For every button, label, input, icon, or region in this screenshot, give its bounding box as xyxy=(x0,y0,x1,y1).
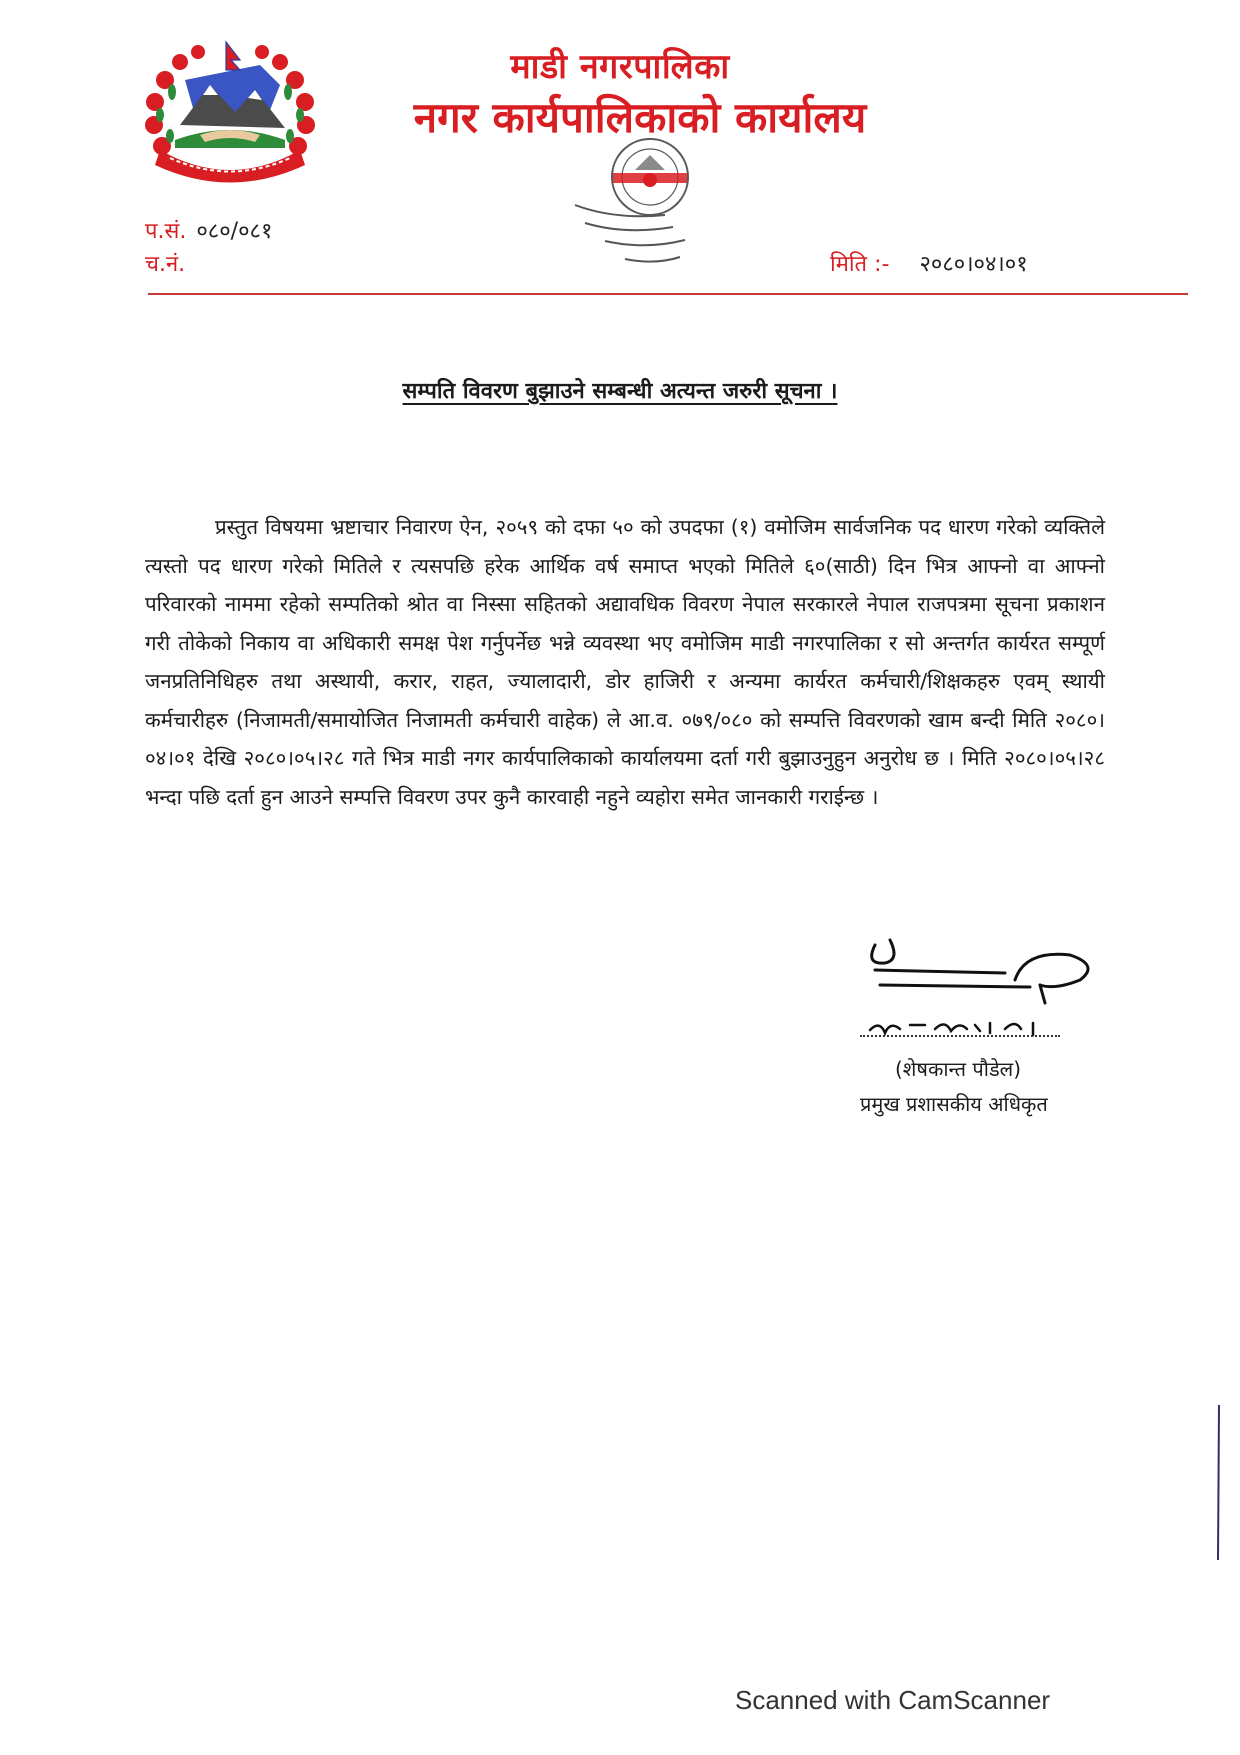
camscanner-watermark: Scanned with CamScanner xyxy=(735,1685,1051,1715)
reference-number-value: ०८०/०८१ xyxy=(196,219,273,244)
office-title: नगर कार्यपालिकाको कार्यालय xyxy=(413,93,867,142)
scan-edge-artifact xyxy=(1215,1405,1223,1560)
reference-number xyxy=(145,215,272,245)
office-name: माडी नगरपालिका xyxy=(510,47,730,87)
letter-date-value: २०८०।०४।०१ xyxy=(919,252,1028,277)
nepal-emblem-logo xyxy=(140,40,320,185)
signer-designation: प्रमुख प्रशासकीय अधिकृत xyxy=(860,1092,1048,1116)
reference-number-label: प.सं. xyxy=(145,219,187,244)
letter-date xyxy=(830,248,1028,278)
signature-dotted-line xyxy=(860,1025,1060,1037)
letter-date-label: मिति :- xyxy=(830,252,890,277)
dispatch-number-label: च.नं. xyxy=(145,252,186,277)
notice-body: प्रस्तुत विषयमा भ्रष्टाचार निवारण ऐन, २०५९ को दफा ५० को उपदफा (१) वमोजिम सार्वजनिक पद धारण गरेको व्यक्तिले त्यस्तो पद धारण गरेको मितिले र त्यसपछि हरेक आर्थिक वर्ष समाप्त भएको मितिले ६०(साठी) दिन भित्र आफ्नो वा आफ्नो परिवारको नाममा रहेको सम्पतिको श्रोत वा निस्सा सहितको अद्यावधिक विवरण नेपाल सरकारले नेपाल राजपत्रमा सूचना प्रकाशन गरी तोकेको निकाय वा अधिकारी समक्ष पेश गर्नुपर्नेछ भन्ने व्यवस्था भए वमोजिम माडी नगरपालिका र सो अन्तर्गत कार्यरत सम्पूर्ण जनप्रतिनिधिहरु तथा अस्थायी, करार, राहत, ज्यालादारी, डोर हाजिरी र अन्यमा कार्यरत कर्मचारी/शिक्षकहरु एवम् स्थायी कर्मचारीहरु (निजामती/समायोजित निजामती कर्मचारी वाहेक) ले आ.व. ०७९/०८० को सम्पत्ति विवरणको खाम बन्दी मिति २०८०।०४।०१ देखि २०८०।०५।२८ गते भित्र माडी नगर कार्यपालिकाको कार्यालयमा दर्ता गरी बुझाउनुहुन अनुरोध छ । मिति २०८०।०५।२८ भन्दा पछि दर्ता हुन आउने सम्पत्ति विवरण उपर कुनै कारवाही नहुने व्यहोरा समेत जानकारी गराईन्छ । xyxy=(145,515,1105,809)
signer-name: (शेषकान्त पौडेल) xyxy=(895,1057,1022,1081)
office-stamp xyxy=(555,135,730,275)
header-divider xyxy=(148,293,1188,295)
notice-title: सम्पति विवरण बुझाउने सम्बन्धी अत्यन्त जरुरी सूचना । xyxy=(402,379,838,404)
